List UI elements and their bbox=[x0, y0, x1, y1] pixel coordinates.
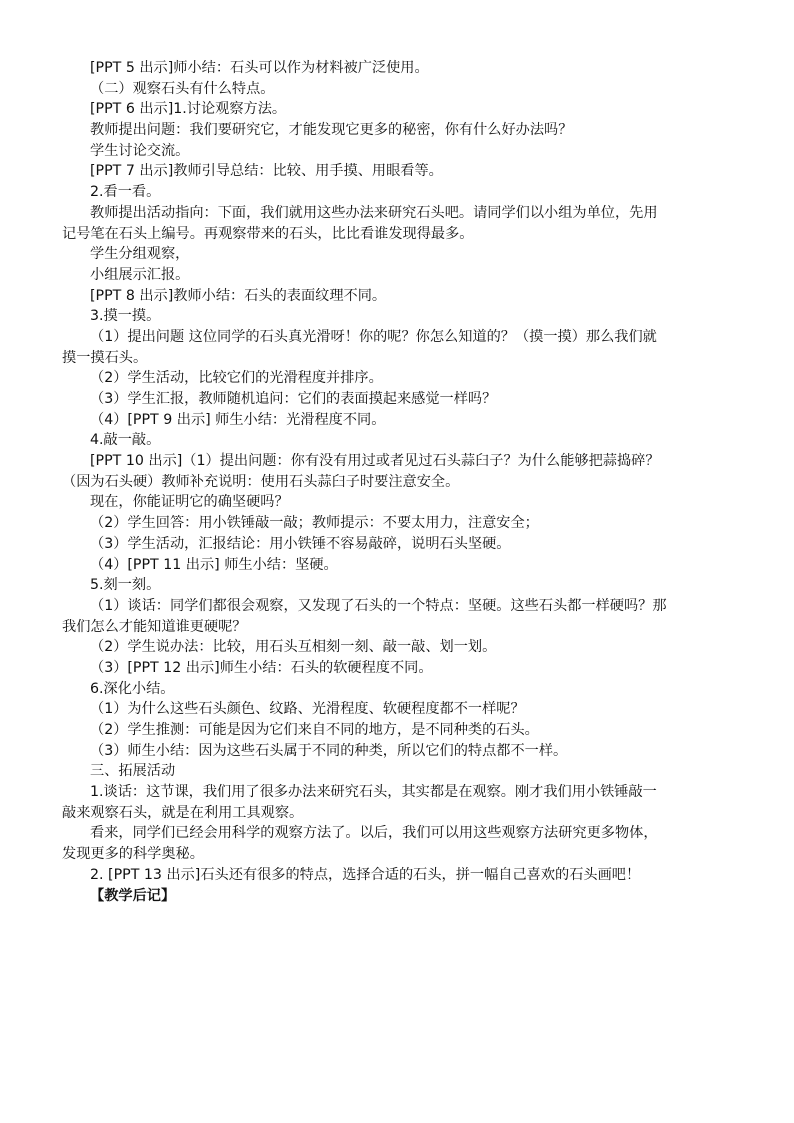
text-line: 学生分组观察， bbox=[90, 246, 190, 263]
text-line: 记号笔在石头上编号。再观察带来的石头，比比看谁发现得最多。 bbox=[62, 225, 474, 242]
text-line: 三、拓展活动 bbox=[90, 763, 176, 780]
text-line: 1.谈话：这节课，我们用了很多办法来研究石头，其实都是在观察。刚才我们用小铁锤敲一 bbox=[90, 784, 657, 801]
text-line: （4）[PPT 9 出示] 师生小结：光滑程度不同。 bbox=[90, 411, 386, 428]
text-line: （因为石头硬）教师补充说明：使用石头蒜臼子时要注意安全。 bbox=[62, 473, 460, 490]
text-line: （2）学生回答：用小铁锤敲一敲；教师提示：不要太用力，注意安全； bbox=[90, 515, 539, 532]
text-line: （3）[PPT 12 出示]师生小结：石头的软硬程度不同。 bbox=[90, 659, 433, 676]
text-line: （3）学生活动，汇报结论：用小铁锤不容易敲碎，说明石头坚硬。 bbox=[90, 535, 511, 552]
text-line: 摸一摸石头。 bbox=[62, 349, 148, 366]
text-line: 敲来观察石头，就是在利用工具观察。 bbox=[62, 804, 304, 821]
text-line: 我们怎么才能知道谁更硬呢？ bbox=[62, 618, 247, 635]
text-line: 发现更多的科学奥秘。 bbox=[62, 846, 204, 863]
section-heading: 【教学后记】 bbox=[90, 887, 176, 904]
text-line: （3）师生小结：因为这些石头属于不同的种类，所以它们的特点都不一样。 bbox=[90, 742, 568, 759]
text-line: 教师提出活动指向：下面，我们就用这些办法来研究石头吧。请同学们以小组为单位，先用 bbox=[90, 204, 658, 221]
text-line: （4）[PPT 11 出示] 师生小结：坚硬。 bbox=[90, 556, 338, 573]
text-line: 学生讨论交流。 bbox=[90, 142, 190, 159]
text-line: （1）谈话：同学们都很会观察，又发现了石头的一个特点：坚硬。这些石头都一样硬吗？那 bbox=[90, 597, 667, 614]
text-line: 6.深化小结。 bbox=[90, 680, 175, 697]
text-line: 现在，你能证明它的确坚硬吗？ bbox=[90, 494, 289, 511]
document-body bbox=[62, 58, 735, 906]
text-line: （2）学生推测：可能是因为它们来自不同的地方，是不同种类的石头。 bbox=[90, 722, 539, 738]
text-line: （3）学生汇报，教师随机追问：它们的表面摸起来感觉一样吗？ bbox=[90, 391, 497, 407]
text-line: 教师提出问题：我们要研究它，才能发现它更多的秘密，你有什么好办法吗？ bbox=[90, 122, 573, 139]
text-line: [PPT 5 出示]师小结：石头可以作为材料被广泛使用。 bbox=[90, 60, 429, 76]
text-line: （2）学生说办法：比较，用石头互相刻一刻、敲一敲、划一划。 bbox=[90, 639, 497, 656]
text-line: [PPT 8 出示]教师小结：石头的表面纹理不同。 bbox=[90, 287, 387, 304]
text-line: （2）学生活动，比较它们的光滑程度并排序。 bbox=[90, 370, 383, 387]
text-line: （二）观察石头有什么特点。 bbox=[90, 80, 275, 97]
text-line: [PPT 6 出示]1.讨论观察方法。 bbox=[90, 101, 287, 118]
text-line: 5.刻一刻。 bbox=[90, 577, 161, 594]
text-line: 看来，同学们已经会用科学的观察方法了。以后，我们可以用这些观察方法研究更多物体， bbox=[90, 825, 658, 842]
text-line: 2.看一看。 bbox=[90, 184, 161, 201]
text-line: （1）为什么这些石头颜色、纹路、光滑程度、软硬程度都不一样呢？ bbox=[90, 701, 525, 718]
text-line: 小组展示汇报。 bbox=[90, 266, 190, 283]
text-line: [PPT 7 出示]教师引导总结：比较、用手摸、用眼看等。 bbox=[90, 163, 443, 180]
text-line: 3.摸一摸。 bbox=[90, 308, 161, 325]
text-line: [PPT 10 出示]（1）提出问题：你有没有用过或者见过石头蒜臼子？为什么能够把蒜捣碎？ bbox=[90, 453, 660, 470]
text-line: （1）提出问题 这位同学的石头真光滑呀！你的呢？你怎么知道的？（摸一摸）那么我们就 bbox=[90, 328, 657, 345]
text-line: 2. [PPT 13 出示]石头还有很多的特点，选择合适的石头，拼一幅自己喜欢的石头画吧！ bbox=[90, 866, 641, 883]
text-line: 4.敲一敲。 bbox=[90, 432, 161, 449]
